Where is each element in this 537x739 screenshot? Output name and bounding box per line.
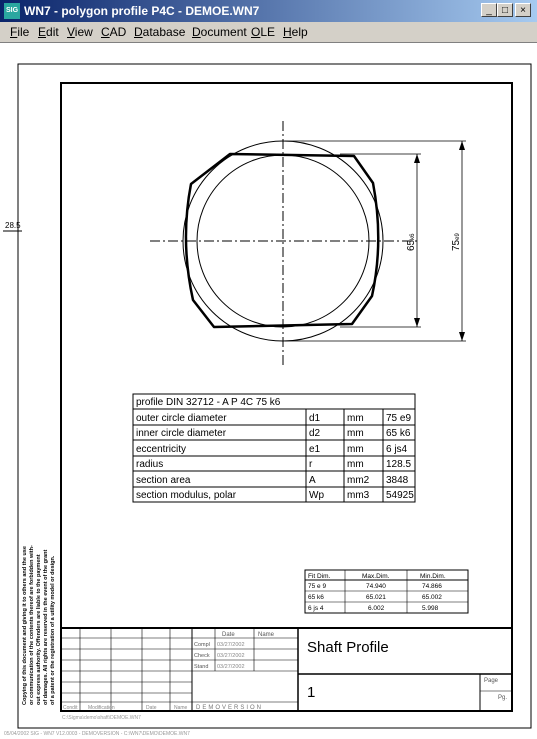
table-cell: d2	[309, 428, 321, 439]
table-cell: mm	[347, 428, 364, 439]
table-cell: 128.5	[386, 459, 412, 470]
menu-edit[interactable]: Edit	[38, 25, 59, 39]
profile-table[interactable]	[133, 394, 415, 502]
menu-bar	[0, 22, 537, 42]
fit-table-header: Fit Dim.	[308, 573, 331, 580]
table-cell: d1	[309, 413, 321, 424]
date-value: 03/27/2002	[217, 653, 245, 659]
table-cell: e1	[309, 444, 321, 455]
fit-dimension-table[interactable]	[305, 570, 468, 613]
table-cell: mm	[347, 444, 364, 455]
table-cell: section area	[136, 475, 191, 486]
table-cell: 54925	[386, 490, 414, 501]
copyright-line: or communication of the contents thereof are forbidden with-	[29, 545, 35, 705]
close-button[interactable]: ×	[515, 3, 531, 17]
table-cell: inner circle diameter	[136, 428, 227, 439]
bottom-label: Modification	[88, 705, 115, 711]
fit-cell: 6.002	[368, 605, 385, 612]
drawing-sheet[interactable]	[0, 43, 537, 739]
table-cell: mm	[347, 413, 364, 424]
table-cell: mm	[347, 459, 364, 470]
menu-ole[interactable]: OLE	[251, 25, 276, 39]
copyright-line: of a patent or the registration of a utility model or design.	[50, 555, 56, 705]
dim-outer-label: 75e9	[451, 233, 462, 251]
col-name-header: Name	[258, 632, 275, 638]
menu-database[interactable]: Database	[134, 25, 186, 39]
polygon-profile-view[interactable]	[150, 121, 466, 366]
table-cell: Wp	[309, 490, 324, 501]
menu-view[interactable]: View	[67, 25, 93, 39]
pg-label: Pg.	[498, 695, 508, 701]
menu-cad[interactable]: CAD	[101, 25, 127, 39]
fit-table-header: Max.Dim.	[362, 573, 390, 580]
margin-mark-label: 28.5	[5, 221, 21, 230]
fit-cell: 74.866	[422, 583, 442, 590]
table-cell: r	[309, 459, 313, 470]
table-cell: 6 js4	[386, 444, 408, 455]
bottom-label: Name	[174, 705, 188, 711]
table-cell: radius	[136, 459, 164, 470]
row-label: Check	[194, 653, 210, 659]
drawing-title[interactable]: Shaft Profile	[307, 639, 389, 656]
menu-document[interactable]: Document	[192, 25, 247, 39]
copyright-line: Copying of this document and giving it to others and the use	[22, 546, 28, 705]
window-title: WN7 - polygon profile P4C - DEMOE.WN7	[24, 4, 260, 18]
fit-cell: 65 k6	[308, 594, 324, 601]
dim-inner-label: 65k6	[406, 233, 417, 251]
bottom-label: Date	[146, 705, 157, 711]
col-date-header: Date	[222, 632, 235, 638]
fit-table-header: Min.Dim.	[420, 573, 446, 580]
app-icon[interactable]: SIG	[4, 3, 20, 19]
maximize-button[interactable]: □	[497, 3, 513, 17]
menu-file[interactable]: File	[10, 25, 30, 39]
table-cell: A	[309, 475, 316, 486]
drawing-number[interactable]: 1	[307, 684, 316, 701]
dim-arrow	[414, 318, 420, 327]
table-cell: outer circle diameter	[136, 413, 227, 424]
copyright-line: of damages. All rights are reserved in the event of the grant	[43, 549, 49, 705]
copyright-line: out express authority. Offenders are liable to the payment	[36, 554, 42, 705]
row-label: Stand	[194, 664, 209, 670]
menu-help[interactable]: Help	[283, 25, 308, 39]
minimize-button[interactable]: _	[481, 3, 497, 17]
profile-table-header: profile DIN 32712 - A P 4C 75 k6	[136, 397, 281, 408]
table-cell: 3848	[386, 475, 409, 486]
drawing-workspace[interactable]	[0, 42, 537, 739]
table-cell: section modulus, polar	[136, 490, 237, 501]
bottom-label: Condit	[63, 705, 78, 711]
dim-arrow	[459, 141, 465, 150]
fit-cell: 74.940	[366, 583, 386, 590]
dim-arrow	[414, 154, 420, 163]
row-label: Compl	[194, 642, 210, 648]
table-cell: eccentricity	[136, 444, 187, 455]
page-label: Page	[484, 678, 499, 684]
print-footer: 05/04/2002 SIG - WN7 V12.0003 - DEMOVERSION - C:\WN7\DEMO\DEMOE.WN7	[4, 731, 190, 737]
dim-arrow	[459, 332, 465, 341]
title-block[interactable]	[61, 628, 512, 711]
table-cell: 75 e9	[386, 413, 412, 424]
file-path: C:\Sigma\demo\shaft\DEMOE.WN7	[62, 715, 141, 721]
date-value: 03/27/2002	[217, 664, 245, 670]
fit-cell: 65.021	[366, 594, 386, 601]
date-value: 03/27/2002	[217, 642, 245, 648]
table-cell: 65 k6	[386, 428, 411, 439]
copyright-notice	[22, 545, 56, 705]
fit-cell: 75 e 9	[308, 583, 327, 590]
table-cell: mm3	[347, 490, 370, 501]
demoversion-mark: DEMOVERSION	[196, 705, 264, 711]
title-bar	[0, 0, 537, 22]
fit-cell: 6 js 4	[308, 605, 324, 612]
fit-cell: 65.002	[422, 594, 442, 601]
table-cell: mm2	[347, 475, 370, 486]
fit-cell: 5.998	[422, 605, 439, 612]
